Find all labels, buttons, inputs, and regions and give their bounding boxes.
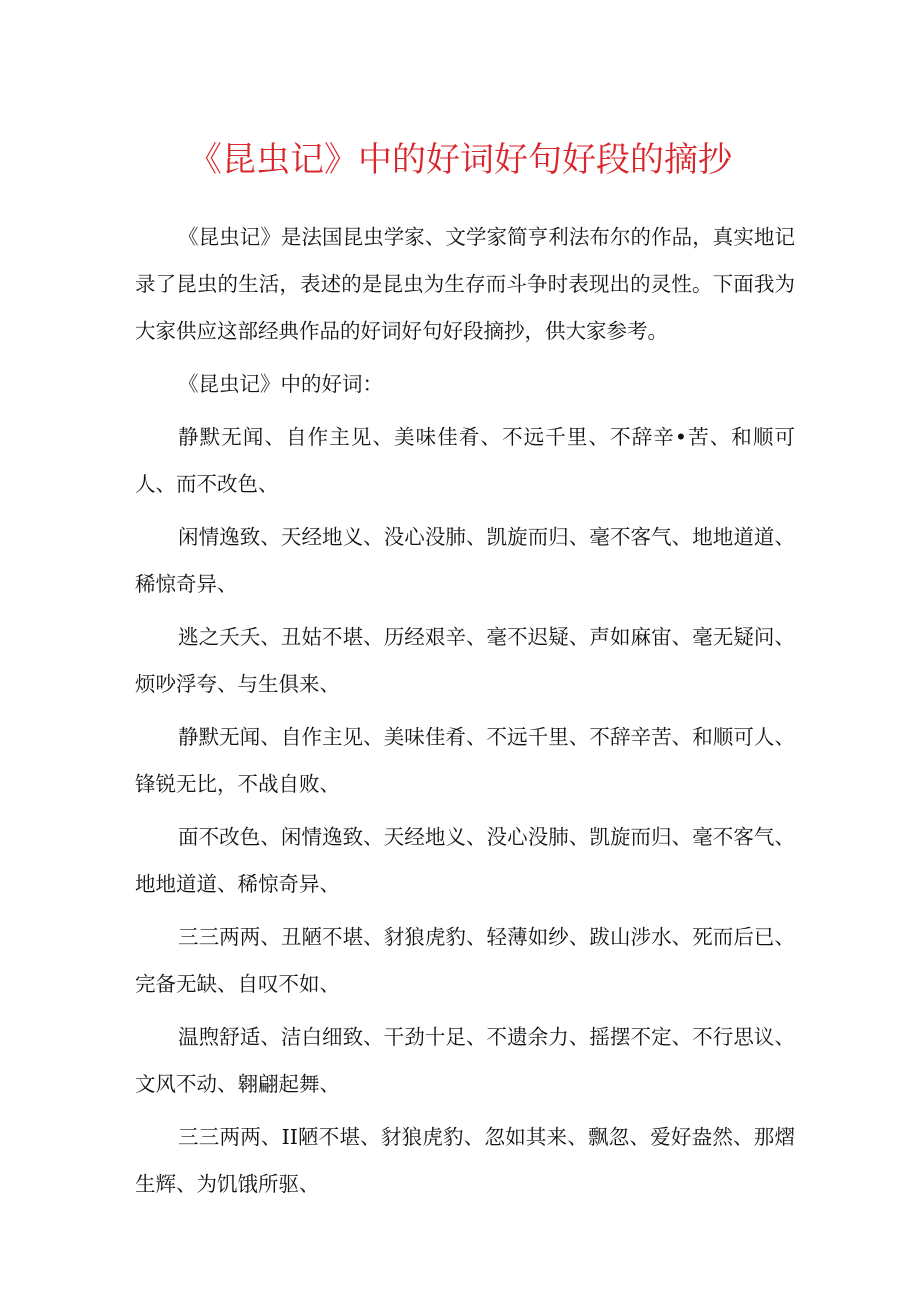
paragraph-word-list: 静默无闻、自作主见、美味佳肴、不远千里、不辞辛苦、和顺可人、锋锐无比，不战自败、: [135, 725, 795, 796]
paragraph-word-list: 逃之夭夭、丑姑不堪、历经艰辛、毫不迟疑、声如麻宙、毫无疑问、烦吵浮夸、与生俱来、: [135, 625, 795, 696]
paragraph-word-list: 面不改色、闲情逸致、天经地义、没心没肺、凯旋而归、毫不客气、地地道道、稀惊奇异、: [135, 825, 795, 896]
paragraph-intro: 《昆虫记》是法国昆虫学家、文学家简亨利法布尔的作品，真实地记录了昆虫的生活，表述的是昆虫为生存而斗争时表现出的灵性。下面我为大家供应这部经典作品的好词好句好段摘抄，供大家参考。: [135, 225, 795, 343]
document-title: 《昆虫记》中的好词好句好段的摘抄: [188, 140, 732, 180]
paragraph-word-list: 三三两两、II陋不堪、豺狼虎豹、忽如其来、飘忽、爱好盎然、那熠生辉、为饥饿所驱、: [135, 1125, 795, 1196]
paragraph-word-list: 温煦舒适、洁白细致、干劲十足、不遗余力、摇摆不定、不行思议、文风不动、翱翩起舞、: [135, 1025, 795, 1096]
document-body: [135, 214, 795, 1214]
paragraph-section-heading: 《昆虫记》中的好词：: [178, 372, 384, 396]
paragraph-word-list: 静默无闻、自作主见、美味佳肴、不远千里、不辞辛•苦、和顺可人、而不改色、: [135, 425, 795, 496]
paragraph-word-list: 闲情逸致、天经地义、没心没肺、凯旋而归、毫不客气、地地道道、稀惊奇异、: [135, 525, 795, 596]
paragraph-word-list: 三三两两、丑陋不堪、豺狼虎豹、轻薄如纱、跋山涉水、死而后已、完备无缺、自叹不如、: [135, 925, 795, 996]
